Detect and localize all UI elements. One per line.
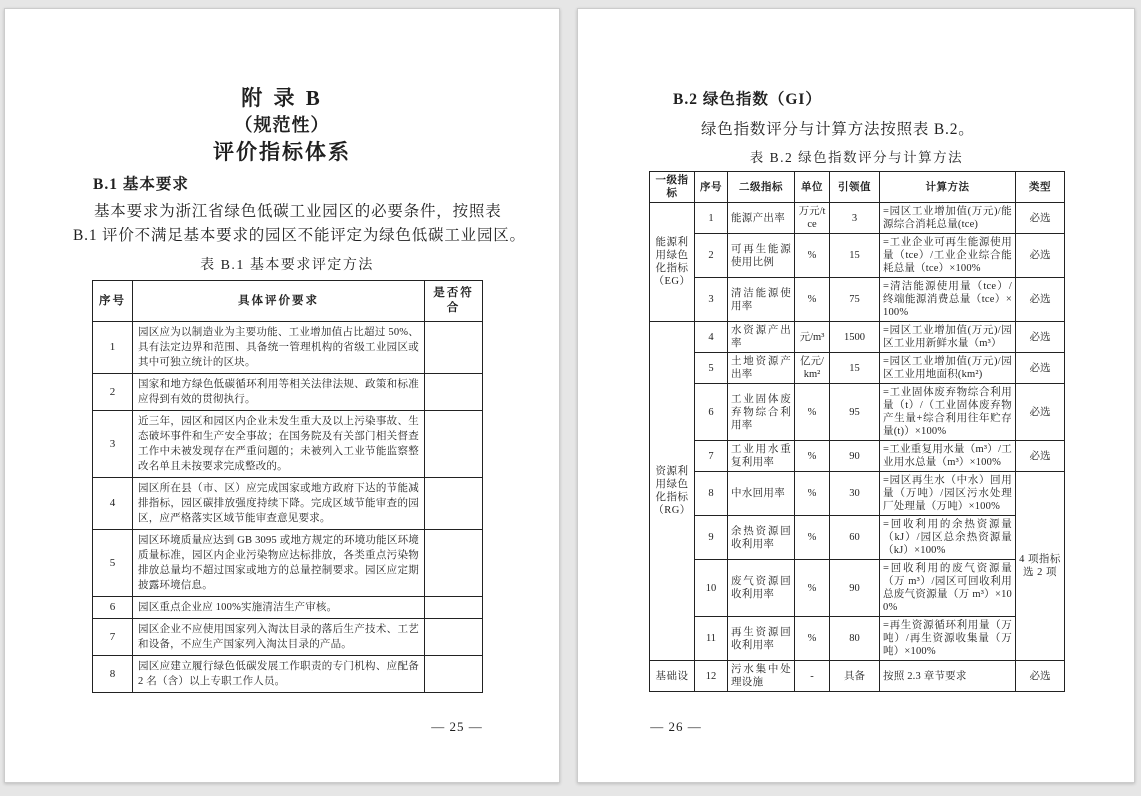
table-row xyxy=(650,516,1065,560)
cell-type: 必选 xyxy=(1016,661,1065,692)
section-heading-b1: B.1 基本要求 xyxy=(93,176,189,193)
cell-serial: 1 xyxy=(93,322,133,374)
cell-target-value: 1500 xyxy=(830,322,880,353)
table-row xyxy=(650,617,1065,661)
cell-serial: 4 xyxy=(93,478,133,530)
cell-target-value: 75 xyxy=(830,278,880,322)
cell-unit: % xyxy=(795,560,830,617)
cell-indicator: 土地资源产出率 xyxy=(728,353,795,384)
cell-indicator: 污水集中处理设施 xyxy=(728,661,795,692)
column-header-target: 引领值 xyxy=(830,172,880,203)
cell-type: 必选 xyxy=(1016,384,1065,441)
cell-target-value: 60 xyxy=(830,516,880,560)
table-row xyxy=(650,560,1065,617)
cell-serial: 4 xyxy=(695,322,728,353)
cell-indicator: 工业固体废弃物综合利用率 xyxy=(728,384,795,441)
cell-group-energy: 能源利用绿色化指标（EG） xyxy=(650,203,695,322)
column-header-compliance: 是否符合 xyxy=(425,281,483,322)
cell-serial: 5 xyxy=(695,353,728,384)
table-row xyxy=(650,384,1065,441)
cell-serial: 6 xyxy=(695,384,728,441)
cell-requirement: 园区所在县（市、区）应完成国家或地方政府下达的节能减排指标，园区碳排放强度持续下降。完成区域节能审查的园区，应严格落实区域节能审查意见要求。 xyxy=(133,478,425,530)
cell-serial: 3 xyxy=(695,278,728,322)
table-b1-caption: 表 B.1 基本要求评定方法 xyxy=(200,258,374,273)
cell-serial: 2 xyxy=(93,374,133,411)
column-header-method: 计算方法 xyxy=(880,172,1016,203)
cell-type-merged: 4 项指标选 2 项 xyxy=(1016,472,1065,661)
table-header-row xyxy=(93,281,483,322)
cell-requirement: 园区环境质量应达到 GB 3095 或地方规定的环境功能区环境质量标准，园区内企业污染物应达标排放，各类重点污染物排放总量均不超过国家或地方的总量控制要求。园区应定期披露环境信息。 xyxy=(133,530,425,597)
table-row xyxy=(93,530,483,597)
table-row xyxy=(650,441,1065,472)
cell-method: =回收利用的废气资源量（万 m³）/园区可回收利用总废气资源量（万 m³）×100% xyxy=(880,560,1016,617)
cell-method: =回收利用的余热资源量（kJ）/园区总余热资源量（kJ）×100% xyxy=(880,516,1016,560)
cell-unit: % xyxy=(795,617,830,661)
cell-method: =园区工业增加值(万元)/能源综合消耗总量(tce) xyxy=(880,203,1016,234)
table-row xyxy=(650,661,1065,692)
cell-serial: 7 xyxy=(695,441,728,472)
cell-requirement: 园区应建立履行绿色低碳发展工作职责的专门机构、应配备 2 名（含）以上专职工作人员。 xyxy=(133,656,425,693)
cell-unit: % xyxy=(795,441,830,472)
cell-method: =园区工业增加值(万元)/园区工业用地面积(km²) xyxy=(880,353,1016,384)
cell-compliance xyxy=(425,411,483,478)
cell-indicator: 中水回用率 xyxy=(728,472,795,516)
cell-type: 必选 xyxy=(1016,234,1065,278)
page-number-26: — 26 — xyxy=(650,719,702,734)
cell-indicator: 再生资源回收利用率 xyxy=(728,617,795,661)
cell-unit: 元/m³ xyxy=(795,322,830,353)
cell-type: 必选 xyxy=(1016,322,1065,353)
cell-serial: 8 xyxy=(695,472,728,516)
column-header-type: 类型 xyxy=(1016,172,1065,203)
appendix-title xyxy=(5,85,559,166)
cell-method: =工业重复用水量（m³）/工业用水总量（m³）×100% xyxy=(880,441,1016,472)
table-row xyxy=(93,411,483,478)
table-row xyxy=(650,472,1065,516)
cell-indicator: 可再生能源使用比例 xyxy=(728,234,795,278)
cell-type: 必选 xyxy=(1016,278,1065,322)
cell-serial: 6 xyxy=(93,597,133,619)
table-row xyxy=(650,234,1065,278)
table-row xyxy=(93,619,483,656)
cell-indicator: 水资源产出率 xyxy=(728,322,795,353)
column-header-unit: 单位 xyxy=(795,172,830,203)
cell-type: 必选 xyxy=(1016,441,1065,472)
table-row xyxy=(650,353,1065,384)
appendix-title-line1: 附 录 B xyxy=(241,86,323,110)
page-26 xyxy=(577,8,1135,783)
cell-unit: % xyxy=(795,278,830,322)
cell-compliance xyxy=(425,619,483,656)
cell-serial: 3 xyxy=(93,411,133,478)
appendix-title-line3: 评价指标体系 xyxy=(213,140,351,164)
table-b2-green-index xyxy=(649,171,1065,692)
cell-requirement: 国家和地方绿色低碳循环利用等相关法律法规、政策和标准应得到有效的贯彻执行。 xyxy=(133,374,425,411)
column-header-requirement: 具体评价要求 xyxy=(133,281,425,322)
table-header-row xyxy=(650,172,1065,203)
table-row xyxy=(650,278,1065,322)
cell-compliance xyxy=(425,374,483,411)
cell-indicator: 能源产出率 xyxy=(728,203,795,234)
table-row xyxy=(650,203,1065,234)
cell-unit: % xyxy=(795,234,830,278)
cell-group-infrastructure: 基础设 xyxy=(650,661,695,692)
column-header-serial: 序号 xyxy=(695,172,728,203)
cell-serial: 7 xyxy=(93,619,133,656)
cell-compliance xyxy=(425,656,483,693)
cell-method: =工业企业可再生能源使用量（tce）/工业企业综合能耗总量（tce）×100% xyxy=(880,234,1016,278)
page-25 xyxy=(4,8,560,783)
cell-serial: 10 xyxy=(695,560,728,617)
cell-unit: % xyxy=(795,472,830,516)
table-row xyxy=(93,656,483,693)
table-row xyxy=(650,322,1065,353)
table-row xyxy=(93,597,483,619)
cell-serial: 2 xyxy=(695,234,728,278)
cell-compliance xyxy=(425,322,483,374)
cell-target-value: 15 xyxy=(830,234,880,278)
cell-unit: % xyxy=(795,384,830,441)
cell-method: =清洁能源使用量（tce）/终端能源消费总量（tce）×100% xyxy=(880,278,1016,322)
appendix-title-line2: （规范性） xyxy=(234,115,330,135)
cell-compliance xyxy=(425,597,483,619)
cell-serial: 9 xyxy=(695,516,728,560)
page-number-25: — 25 — xyxy=(431,719,483,734)
paragraph-line: 基本要求为浙江省绿色低碳工业园区的必要条件，按照表 xyxy=(94,203,502,220)
cell-indicator: 工业用水重复利用率 xyxy=(728,441,795,472)
cell-indicator: 余热资源回收利用率 xyxy=(728,516,795,560)
cell-group-resources: 资源利用绿色化指标（RG） xyxy=(650,322,695,661)
cell-unit: % xyxy=(795,516,830,560)
cell-unit: 万元/tce xyxy=(795,203,830,234)
cell-serial: 12 xyxy=(695,661,728,692)
paragraph-line: B.1 评价不满足基本要求的园区不能评定为绿色低碳工业园区。 xyxy=(73,226,526,244)
cell-method: =工业固体废弃物综合利用量（t）/（工业固体废弃物产生量+综合利用往年贮存量(t)）×100% xyxy=(880,384,1016,441)
cell-requirement: 园区应为以制造业为主要功能、工业增加值占比超过 50%、具有法定边界和范围、具备统一管理机构的省级工业园区或其中可独立统计的区块。 xyxy=(133,322,425,374)
cell-method: =再生资源循环利用量（万吨）/再生资源收集量（万吨）×100% xyxy=(880,617,1016,661)
cell-requirement: 近三年，园区和园区内企业未发生重大及以上污染事故、生态破坏事件和生产安全事故；在国务院及有关部门相关督查工作中未被发现存在严重问题的；未被列入工业节能监察整改名单且未按要求完成整改的。 xyxy=(133,411,425,478)
section-heading-b2: B.2 绿色指数（GI） xyxy=(673,91,822,108)
table-b2-caption: 表 B.2 绿色指数评分与计算方法 xyxy=(749,150,964,165)
table-row xyxy=(93,478,483,530)
cell-indicator: 废气资源回收利用率 xyxy=(728,560,795,617)
column-header-serial: 序号 xyxy=(93,281,133,322)
cell-requirement: 园区企业不应使用国家列入淘汰目录的落后生产技术、工艺和设备，不应生产国家列入淘汰目录的产品。 xyxy=(133,619,425,656)
cell-method: =园区再生水（中水）回用量（万吨）/园区污水处理厂处理量（万吨）×100% xyxy=(880,472,1016,516)
cell-target-value: 90 xyxy=(830,441,880,472)
cell-compliance xyxy=(425,530,483,597)
cell-target-value: 15 xyxy=(830,353,880,384)
cell-target-value: 95 xyxy=(830,384,880,441)
table-row xyxy=(93,374,483,411)
cell-type: 必选 xyxy=(1016,203,1065,234)
cell-target-value: 90 xyxy=(830,560,880,617)
cell-target-value: 30 xyxy=(830,472,880,516)
cell-requirement: 园区重点企业应 100%实施清洁生产审核。 xyxy=(133,597,425,619)
cell-serial: 5 xyxy=(93,530,133,597)
cell-method: =园区工业增加值(万元)/园区工业用新鲜水量（m³） xyxy=(880,322,1016,353)
cell-unit: 亿元/km² xyxy=(795,353,830,384)
cell-serial: 8 xyxy=(93,656,133,693)
cell-unit: - xyxy=(795,661,830,692)
section-b1-paragraph xyxy=(73,200,551,247)
cell-indicator: 清洁能源使用率 xyxy=(728,278,795,322)
column-header-level1: 一级指标 xyxy=(650,172,695,203)
cell-compliance xyxy=(425,478,483,530)
cell-type: 必选 xyxy=(1016,353,1065,384)
column-header-level2: 二级指标 xyxy=(728,172,795,203)
cell-serial: 11 xyxy=(695,617,728,661)
cell-serial: 1 xyxy=(695,203,728,234)
cell-target-value: 3 xyxy=(830,203,880,234)
cell-target-value: 具备 xyxy=(830,661,880,692)
table-b1-basic-requirements xyxy=(92,280,483,693)
cell-target-value: 80 xyxy=(830,617,880,661)
table-row xyxy=(93,322,483,374)
section-b2-paragraph: 绿色指数评分与计算方法按照表 B.2。 xyxy=(701,121,975,138)
cell-method: 按照 2.3 章节要求 xyxy=(880,661,1016,692)
